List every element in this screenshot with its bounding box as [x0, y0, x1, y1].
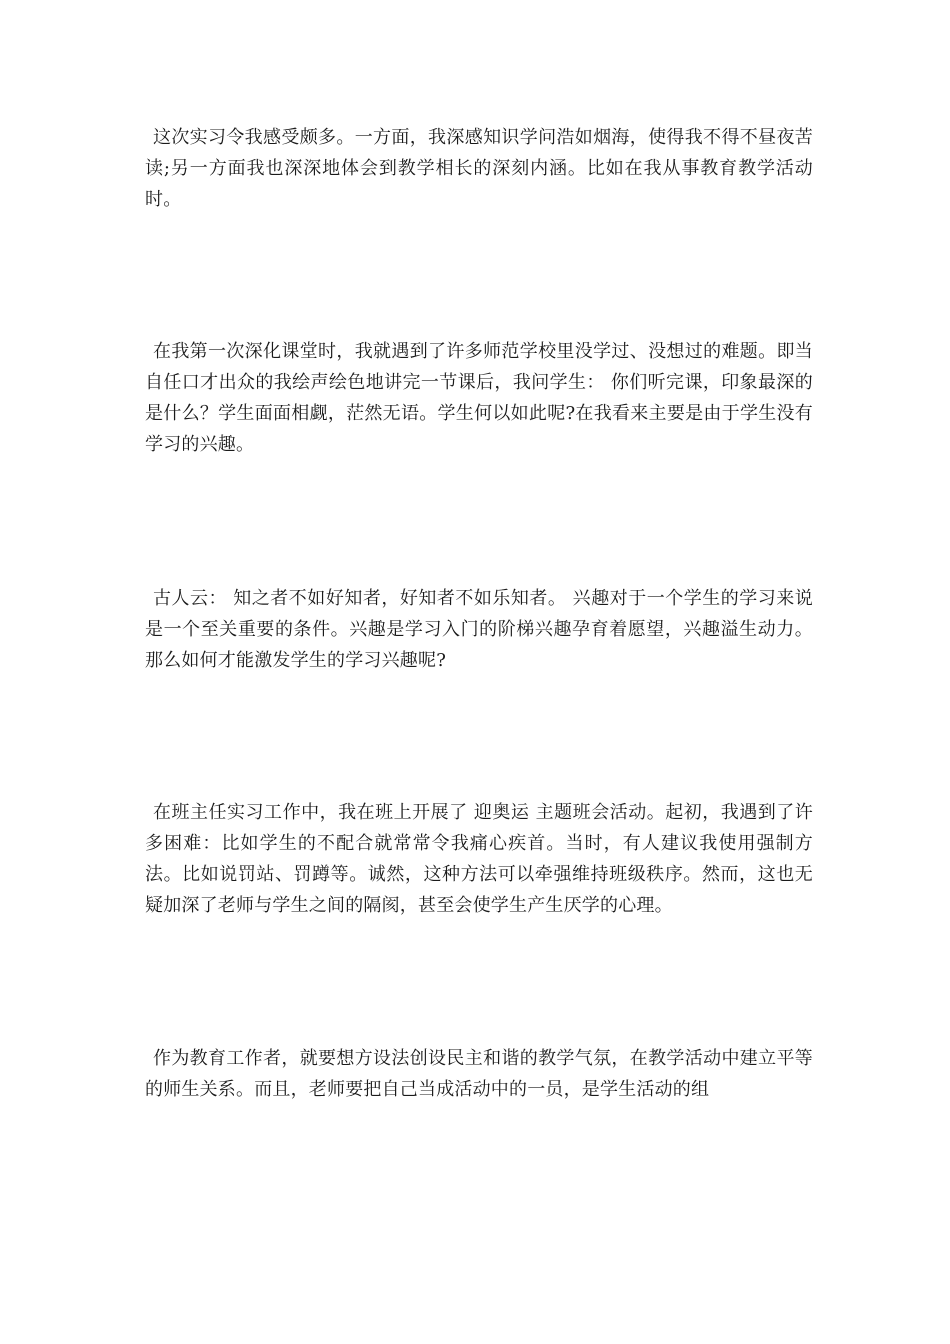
paragraph-class-meeting: 在班主任实习工作中，我在班上开展了 迎奥运 主题班会活动。起初，我遇到了许多困难：比如学生的不配合就常常令我痛心疾首。当时，有人建议我使用强制方法。比如说罚站、罚蹲等。诚然，这种方法可以牵强维持班级秩序。然而，这也无疑加深了老师与学生之间的隔阂，甚至会使学生产生厌学的心理。: [145, 802, 813, 916]
paragraph-internship-feelings: 这次实习令我感受颇多。一方面，我深感知识学问浩如烟海，使得我不得不昼夜苦读;另一方面我也深深地体会到教学相长的深刻内涵。比如在我从事教育教学活动时。: [145, 127, 813, 210]
paragraph-educator-role: 作为教育工作者，就要想方设法创设民主和谐的教学气氛，在教学活动中建立平等的师生关系。而且，老师要把自己当成活动中的一员，是学生活动的组: [145, 1048, 813, 1100]
paragraph-first-class: 在我第一次深化课堂时，我就遇到了许多师范学校里没学过、没想过的难题。即当自任口才出众的我绘声绘色地讲完一节课后，我问学生： 你们听完课，印象最深的是什么？学生面面相觑，茫然无语。学生何以如此呢?在我看来主要是由于学生没有学习的兴趣。: [145, 341, 813, 455]
paragraph-ancient-saying: 古人云： 知之者不如好知者，好知者不如乐知者。 兴趣对于一个学生的学习来说是一个至关重要的条件。兴趣是学习入门的阶梯兴趣孕育着愿望，兴趣溢生动力。那么如何才能激发学生的学习兴趣呢?: [145, 588, 813, 671]
